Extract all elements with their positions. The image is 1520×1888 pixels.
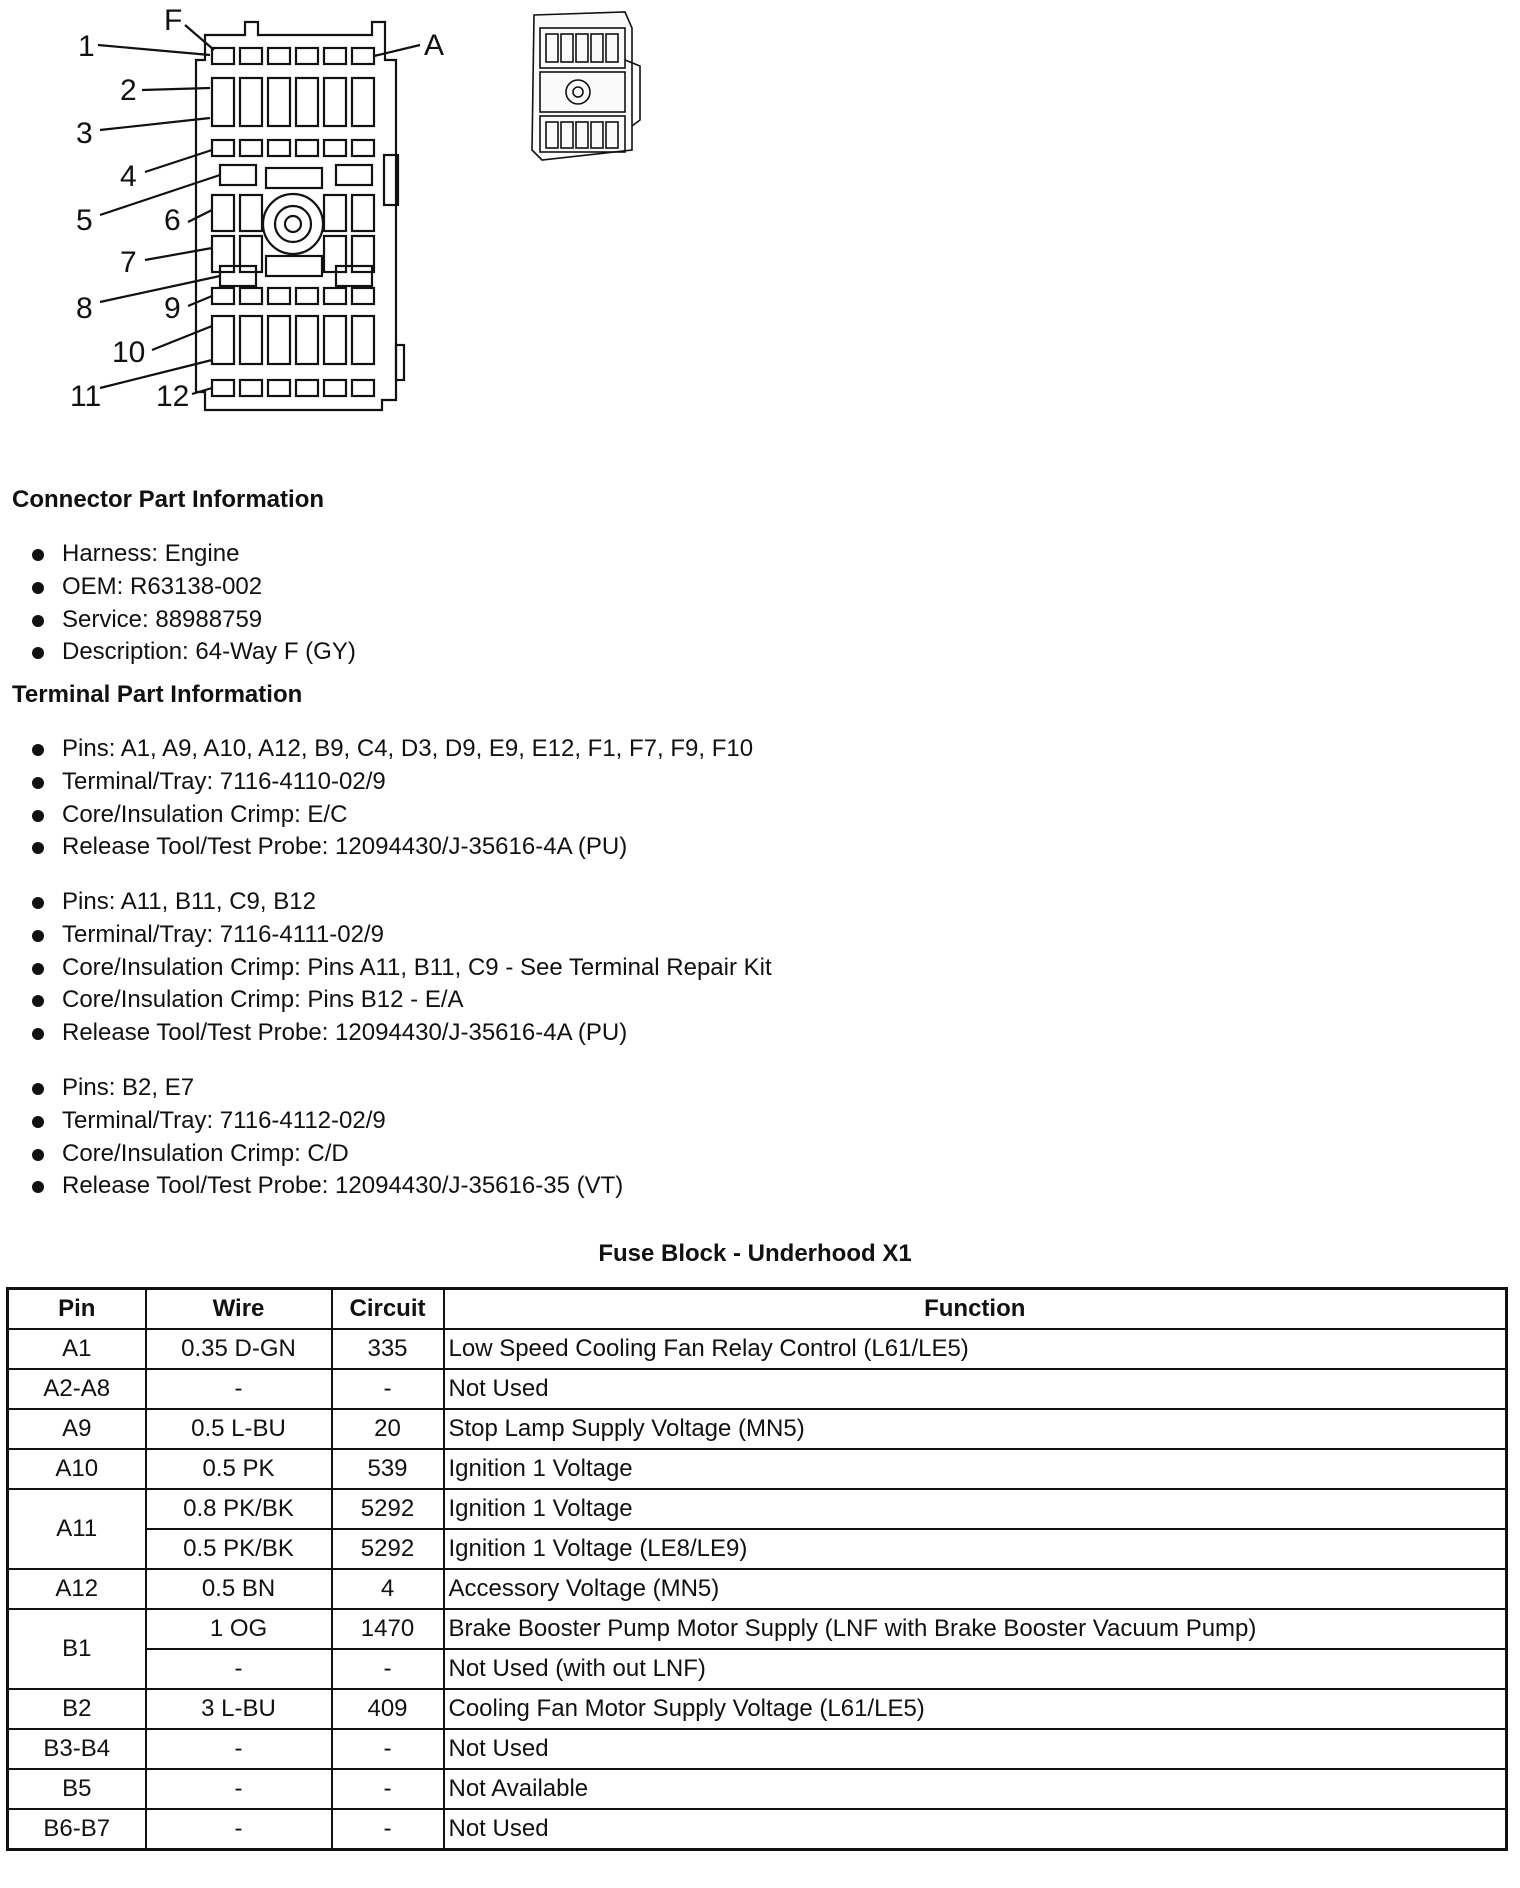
function-cell: Not Available bbox=[444, 1769, 1507, 1809]
circuit-cell: 5292 bbox=[332, 1529, 444, 1569]
wire-cell: 0.8 PK/BK bbox=[146, 1489, 332, 1529]
table-row bbox=[8, 1329, 1507, 1369]
wire-cell: - bbox=[146, 1729, 332, 1769]
callout-5: 5 bbox=[76, 204, 93, 237]
list-item: Release Tool/Test Probe: 12094430/J-35616-4A (PU) bbox=[0, 1017, 772, 1050]
function-cell: Not Used bbox=[444, 1809, 1507, 1850]
callout-F: F bbox=[164, 4, 183, 37]
list-item: Core/Insulation Crimp: Pins A11, B11, C9 - See Terminal Repair Kit bbox=[0, 952, 772, 985]
list-item: Service: 88988759 bbox=[0, 604, 356, 637]
connector-part-info-heading: Connector Part Information bbox=[12, 486, 325, 513]
table-row bbox=[8, 1449, 1507, 1489]
circuit-cell: 5292 bbox=[332, 1489, 444, 1529]
table-row bbox=[8, 1689, 1507, 1729]
pin-cell: A2-A8 bbox=[8, 1369, 146, 1409]
table-row bbox=[8, 1809, 1507, 1850]
table-row bbox=[8, 1569, 1507, 1609]
callout-1: 1 bbox=[78, 30, 95, 63]
callout-4: 4 bbox=[120, 160, 137, 193]
list-item: Harness: Engine bbox=[0, 538, 356, 571]
list-item: Pins: B2, E7 bbox=[0, 1072, 623, 1105]
function-cell: Ignition 1 Voltage bbox=[444, 1489, 1507, 1529]
header-wire: Wire bbox=[146, 1289, 332, 1330]
table-row bbox=[8, 1769, 1507, 1809]
wire-cell: 0.35 D-GN bbox=[146, 1329, 332, 1369]
callout-2: 2 bbox=[120, 74, 137, 107]
wire-cell: 3 L-BU bbox=[146, 1689, 332, 1729]
list-item: Pins: A11, B11, C9, B12 bbox=[0, 886, 772, 919]
function-cell: Stop Lamp Supply Voltage (MN5) bbox=[444, 1409, 1507, 1449]
list-item: Core/Insulation Crimp: C/D bbox=[0, 1138, 623, 1171]
function-cell: Not Used bbox=[444, 1729, 1507, 1769]
circuit-cell: - bbox=[332, 1369, 444, 1409]
table-row bbox=[8, 1409, 1507, 1449]
list-item: OEM: R63138-002 bbox=[0, 571, 356, 604]
wire-cell: 0.5 PK/BK bbox=[146, 1529, 332, 1569]
circuit-cell: 335 bbox=[332, 1329, 444, 1369]
pin-cell: B6-B7 bbox=[8, 1809, 146, 1850]
function-cell: Ignition 1 Voltage (LE8/LE9) bbox=[444, 1529, 1507, 1569]
list-item: Pins: A1, A9, A10, A12, B9, C4, D3, D9, E9, E12, F1, F7, F9, F10 bbox=[0, 733, 753, 766]
list-item: Terminal/Tray: 7116-4111-02/9 bbox=[0, 919, 772, 952]
list-item: Release Tool/Test Probe: 12094430/J-35616-35 (VT) bbox=[0, 1170, 623, 1203]
circuit-cell: 409 bbox=[332, 1689, 444, 1729]
pin-cell: B1 bbox=[8, 1609, 146, 1689]
pin-cell: A12 bbox=[8, 1569, 146, 1609]
list-item: Terminal/Tray: 7116-4110-02/9 bbox=[0, 766, 753, 799]
callout-10: 10 bbox=[112, 336, 146, 369]
callout-12: 12 bbox=[156, 380, 190, 413]
table-header-row bbox=[8, 1289, 1507, 1330]
callout-7: 7 bbox=[120, 246, 137, 279]
callout-9: 9 bbox=[164, 292, 181, 325]
wire-cell: 1 OG bbox=[146, 1609, 332, 1649]
circuit-cell: - bbox=[332, 1729, 444, 1769]
table-row bbox=[8, 1649, 1507, 1689]
wire-cell: 0.5 PK bbox=[146, 1449, 332, 1489]
circuit-cell: - bbox=[332, 1809, 444, 1850]
list-item: Description: 64-Way F (GY) bbox=[0, 636, 356, 669]
list-item: Terminal/Tray: 7116-4112-02/9 bbox=[0, 1105, 623, 1138]
callout-8: 8 bbox=[76, 292, 93, 325]
circuit-cell: - bbox=[332, 1649, 444, 1689]
wire-cell: - bbox=[146, 1369, 332, 1409]
table-row bbox=[8, 1609, 1507, 1649]
list-item: Release Tool/Test Probe: 12094430/J-35616-4A (PU) bbox=[0, 831, 753, 864]
pinout-table bbox=[6, 1287, 1508, 1851]
circuit-cell: - bbox=[332, 1769, 444, 1809]
wire-cell: 0.5 BN bbox=[146, 1569, 332, 1609]
circuit-cell: 1470 bbox=[332, 1609, 444, 1649]
callout-11: 11 bbox=[70, 380, 102, 413]
terminal-group-3 bbox=[0, 1072, 623, 1203]
pin-cell: A11 bbox=[8, 1489, 146, 1569]
header-circuit: Circuit bbox=[332, 1289, 444, 1330]
function-cell: Brake Booster Pump Motor Supply (LNF with Brake Booster Vacuum Pump) bbox=[444, 1609, 1507, 1649]
pin-cell: A1 bbox=[8, 1329, 146, 1369]
function-cell: Cooling Fan Motor Supply Voltage (L61/LE5) bbox=[444, 1689, 1507, 1729]
wire-cell: - bbox=[146, 1769, 332, 1809]
pin-cell: B3-B4 bbox=[8, 1729, 146, 1769]
table-row bbox=[8, 1489, 1507, 1529]
table-row bbox=[8, 1729, 1507, 1769]
header-pin: Pin bbox=[8, 1289, 146, 1330]
function-cell: Ignition 1 Voltage bbox=[444, 1449, 1507, 1489]
table-row bbox=[8, 1529, 1507, 1569]
wire-cell: - bbox=[146, 1809, 332, 1850]
wire-cell: - bbox=[146, 1649, 332, 1689]
pin-cell: B2 bbox=[8, 1689, 146, 1729]
connector-part-info-list bbox=[0, 538, 356, 669]
circuit-cell: 20 bbox=[332, 1409, 444, 1449]
callout-6: 6 bbox=[164, 204, 181, 237]
table-row bbox=[8, 1369, 1507, 1409]
pin-cell: B5 bbox=[8, 1769, 146, 1809]
terminal-group-2 bbox=[0, 886, 772, 1050]
callout-3: 3 bbox=[76, 117, 93, 150]
wire-cell: 0.5 L-BU bbox=[146, 1409, 332, 1449]
pin-cell: A10 bbox=[8, 1449, 146, 1489]
terminal-part-info-heading: Terminal Part Information bbox=[12, 681, 303, 708]
function-cell: Not Used bbox=[444, 1369, 1507, 1409]
list-item: Core/Insulation Crimp: Pins B12 - E/A bbox=[0, 984, 772, 1017]
pin-cell: A9 bbox=[8, 1409, 146, 1449]
table-title: Fuse Block - Underhood X1 bbox=[598, 1240, 912, 1267]
header-function: Function bbox=[444, 1289, 1507, 1330]
callout-A: A bbox=[424, 29, 445, 62]
circuit-cell: 4 bbox=[332, 1569, 444, 1609]
connector-face-diagram bbox=[0, 0, 660, 430]
function-cell: Low Speed Cooling Fan Relay Control (L61/LE5) bbox=[444, 1329, 1507, 1369]
terminal-group-1 bbox=[0, 733, 753, 864]
list-item: Core/Insulation Crimp: E/C bbox=[0, 799, 753, 832]
function-cell: Accessory Voltage (MN5) bbox=[444, 1569, 1507, 1609]
connector-isometric-thumbnail bbox=[532, 12, 640, 160]
function-cell: Not Used (with out LNF) bbox=[444, 1649, 1507, 1689]
circuit-cell: 539 bbox=[332, 1449, 444, 1489]
